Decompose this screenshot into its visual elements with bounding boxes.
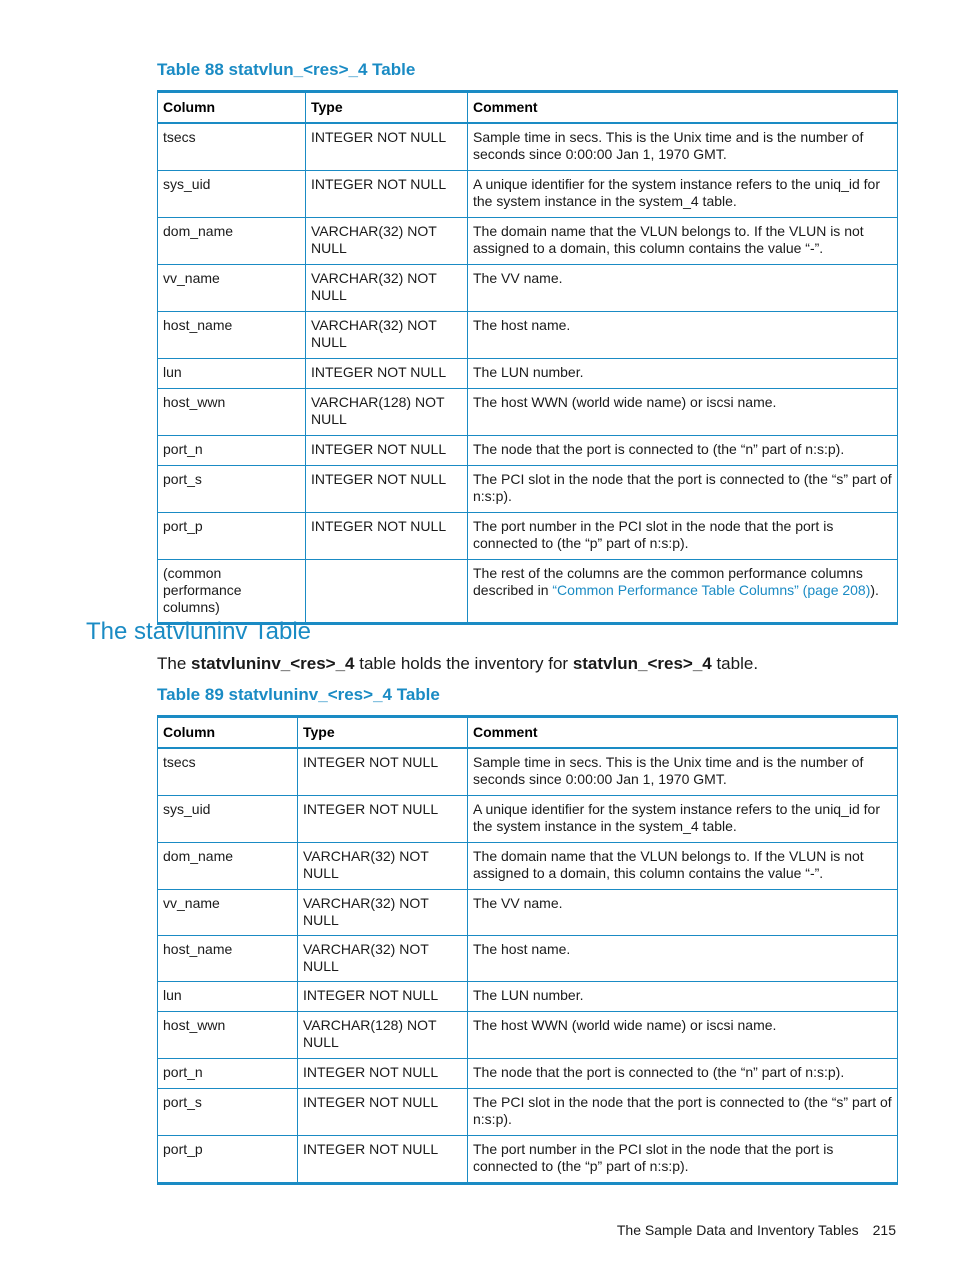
cell-comment: The host name. [468, 312, 898, 359]
cell-type: VARCHAR(128) NOT NULL [298, 1012, 468, 1059]
cell-type: INTEGER NOT NULL [298, 1059, 468, 1089]
table-row [158, 982, 898, 1012]
cell-type: VARCHAR(32) NOT NULL [306, 218, 468, 265]
cell-column: host_wwn [158, 389, 306, 436]
cell-comment: The port number in the PCI slot in the node that the port is connected to (the “p” part of n:s:p). [468, 1136, 898, 1184]
cell-comment: A unique identifier for the system instance refers to the uniq_id for the system instance in the system_4 table. [468, 796, 898, 843]
page-number: 215 [872, 1222, 896, 1238]
cell-type: INTEGER NOT NULL [306, 466, 468, 513]
header-type: Type [298, 717, 468, 749]
header-column: Column [158, 717, 298, 749]
cell-column: port_p [158, 513, 306, 560]
cell-column: tsecs [158, 748, 298, 796]
cell-column: tsecs [158, 123, 306, 171]
para-bold-2: statvlun_<res>_4 [572, 654, 712, 673]
table-header-row [158, 92, 898, 124]
table-row [158, 748, 898, 796]
header-column: Column [158, 92, 306, 124]
table-89-caption: Table 89 statvluninv_<res>_4 Table [157, 685, 440, 704]
table-row [158, 265, 898, 312]
header-comment: Comment [468, 92, 898, 124]
table-row [158, 1012, 898, 1059]
cell-type: INTEGER NOT NULL [306, 171, 468, 218]
cell-comment: Sample time in secs. This is the Unix time and is the number of seconds since 0:00:00 Jan 1, 1970 GMT. [468, 748, 898, 796]
table-row [158, 1136, 898, 1184]
page-footer [617, 1222, 896, 1238]
cell-comment: The LUN number. [468, 982, 898, 1012]
cross-reference-link[interactable]: “Common Performance Table Columns” (page 208) [552, 582, 871, 598]
table-88-caption: Table 88 statvlun_<res>_4 Table [157, 60, 416, 79]
section-heading: The statvluninv Table [86, 618, 312, 645]
table-row [158, 560, 898, 624]
cell-type: VARCHAR(32) NOT NULL [306, 312, 468, 359]
comment-text-end: ). [870, 582, 879, 598]
cell-comment: The host WWN (world wide name) or iscsi name. [468, 1012, 898, 1059]
cell-column: port_p [158, 1136, 298, 1184]
cell-column: sys_uid [158, 796, 298, 843]
table-88 [157, 90, 898, 625]
cell-column: port_s [158, 466, 306, 513]
table-row [158, 513, 898, 560]
table-row [158, 936, 898, 982]
cell-type: INTEGER NOT NULL [298, 982, 468, 1012]
cell-comment: The domain name that the VLUN belongs to. If the VLUN is not assigned to a domain, this column contains the value “-”. [468, 218, 898, 265]
cell-column: port_n [158, 436, 306, 466]
table-row [158, 1059, 898, 1089]
table-row [158, 436, 898, 466]
cell-comment: The host name. [468, 936, 898, 982]
table-row [158, 843, 898, 890]
table-row [158, 796, 898, 843]
cell-comment: The PCI slot in the node that the port is connected to (the “s” part of n:s:p). [468, 1089, 898, 1136]
cell-column: host_name [158, 312, 306, 359]
cell-comment: The VV name. [468, 265, 898, 312]
cell-column: lun [158, 359, 306, 389]
table-row [158, 890, 898, 936]
table-row [158, 123, 898, 171]
cell-column: port_n [158, 1059, 298, 1089]
table-row [158, 466, 898, 513]
cell-type: INTEGER NOT NULL [306, 513, 468, 560]
cell-comment: The PCI slot in the node that the port is connected to (the “s” part of n:s:p). [468, 466, 898, 513]
cell-comment: The port number in the PCI slot in the node that the port is connected to (the “p” part of n:s:p). [468, 513, 898, 560]
table-89 [157, 715, 898, 1185]
comment-text: The rest of the columns are the common performance columns described in [473, 565, 863, 598]
cell-type: VARCHAR(128) NOT NULL [306, 389, 468, 436]
header-type: Type [306, 92, 468, 124]
table-row [158, 389, 898, 436]
table-row [158, 1089, 898, 1136]
cell-column: lun [158, 982, 298, 1012]
cell-column: vv_name [158, 890, 298, 936]
cell-type: INTEGER NOT NULL [298, 1136, 468, 1184]
cell-type: VARCHAR(32) NOT NULL [298, 936, 468, 982]
cell-type [306, 560, 468, 624]
cell-column: host_wwn [158, 1012, 298, 1059]
table-header-row [158, 717, 898, 749]
cell-comment: The host WWN (world wide name) or iscsi name. [468, 389, 898, 436]
cell-column: dom_name [158, 218, 306, 265]
cell-column: sys_uid [158, 171, 306, 218]
cell-column: dom_name [158, 843, 298, 890]
para-text-1: The [157, 654, 192, 673]
section-paragraph [157, 654, 758, 674]
table-row [158, 171, 898, 218]
cell-comment: The node that the port is connected to (the “n” part of n:s:p). [468, 436, 898, 466]
cell-type: INTEGER NOT NULL [298, 1089, 468, 1136]
para-text-3: table. [711, 654, 759, 673]
cell-type: INTEGER NOT NULL [306, 436, 468, 466]
cell-comment [468, 560, 898, 624]
cell-type: VARCHAR(32) NOT NULL [298, 843, 468, 890]
cell-column: vv_name [158, 265, 306, 312]
cell-comment: Sample time in secs. This is the Unix time and is the number of seconds since 0:00:00 Jan 1, 1970 GMT. [468, 123, 898, 171]
footer-title: The Sample Data and Inventory Tables [616, 1222, 859, 1238]
table-row [158, 359, 898, 389]
cell-type: INTEGER NOT NULL [306, 123, 468, 171]
cell-type: VARCHAR(32) NOT NULL [298, 890, 468, 936]
cell-comment: The node that the port is connected to (the “n” part of n:s:p). [468, 1059, 898, 1089]
para-bold-1: statvluninv_<res>_4 [191, 654, 355, 673]
table-row [158, 312, 898, 359]
para-text-2: table holds the inventory for [354, 654, 573, 673]
cell-column: (common performance columns) [158, 560, 306, 624]
table-row [158, 218, 898, 265]
cell-type: INTEGER NOT NULL [298, 748, 468, 796]
cell-comment: The VV name. [468, 890, 898, 936]
cell-type: INTEGER NOT NULL [306, 359, 468, 389]
header-comment: Comment [468, 717, 898, 749]
cell-column: port_s [158, 1089, 298, 1136]
cell-type: VARCHAR(32) NOT NULL [306, 265, 468, 312]
cell-comment: A unique identifier for the system instance refers to the uniq_id for the system instance in the system_4 table. [468, 171, 898, 218]
cell-comment: The domain name that the VLUN belongs to. If the VLUN is not assigned to a domain, this column contains the value “-”. [468, 843, 898, 890]
cell-column: host_name [158, 936, 298, 982]
cell-comment: The LUN number. [468, 359, 898, 389]
cell-type: INTEGER NOT NULL [298, 796, 468, 843]
